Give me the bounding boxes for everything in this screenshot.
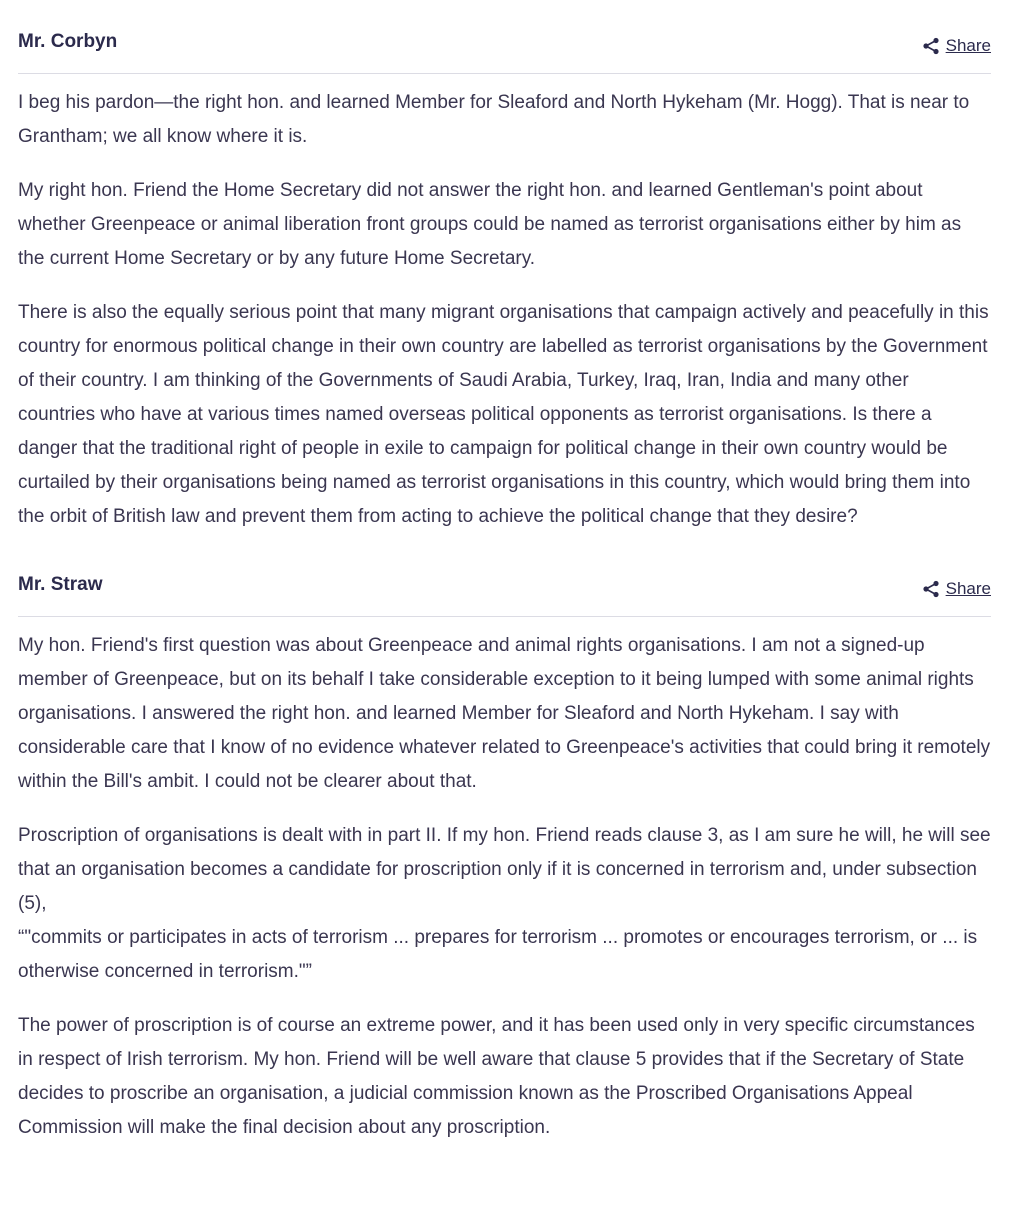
paragraph: The power of proscription is of course an extreme power, and it has been used only in very specific circumstances in respect of Irish terrorism. My hon. Friend will be well aware that clause 5 provides that if the Secretary of State decides to proscribe an organisation, a judicial commission known as the Proscribed Organisations Appeal Commission will make the final decision about any proscription. [18, 1015, 975, 1138]
speech-body [18, 86, 991, 534]
paragraph-with-quote [18, 819, 991, 989]
speaker-name[interactable]: Mr. Straw [18, 574, 103, 595]
share-button[interactable] [922, 572, 991, 606]
share-button[interactable] [922, 29, 991, 63]
quote: “"commits or participates in acts of terrorism ... prepares for terrorism ... promotes or encourages terrorism, or ... is otherwise concerned in terrorism."” [18, 927, 978, 982]
paragraph-text: Proscription of organisations is dealt with in part II. If my hon. Friend reads clause 3, as I am sure he will, he will see that an organisation becomes a candidate for proscription only if it is concerned in terrorism and, under subsection (5), [18, 825, 991, 914]
paragraph: My right hon. Friend the Home Secretary did not answer the right hon. and learned Gentleman's point about whether Greenpeace or animal liberation front groups could be named as terrorist organisations either by him as the current Home Secretary or by any future Home Secretary. [18, 180, 962, 269]
hansard-page [0, 25, 1013, 1225]
share-label: Share [945, 36, 991, 55]
share-label: Share [945, 579, 991, 598]
share-icon [922, 37, 940, 55]
paragraph: There is also the equally serious point that many migrant organisations that campaign actively and peacefully in this country for enormous political change in their own country are labelled as terrorist organisations by the Government of their country. I am thinking of the Governments of Saudi Arabia, Turkey, Iraq, Iran, India and many other countries who have at various times named overseas political opponents as terrorist organisations. Is there a danger that the traditional right of people in exile to campaign for political change in their own country would be curtailed by their organisations being named as terrorist organisations in this country, which would bring them into the orbit of British law and prevent them from acting to achieve the political change that they desire? [18, 302, 989, 527]
speech-straw [18, 568, 991, 1145]
speech-header [18, 568, 991, 617]
speaker-name[interactable]: Mr. Corbyn [18, 31, 118, 52]
speech-body [18, 629, 991, 1145]
speech-header [18, 25, 991, 74]
share-icon [922, 580, 940, 598]
speech-corbyn [18, 25, 991, 534]
paragraph: I beg his pardon—the right hon. and learned Member for Sleaford and North Hykeham (Mr. Hogg). That is near to Grantham; we all know where it is. [18, 92, 970, 147]
paragraph: My hon. Friend's first question was about Greenpeace and animal rights organisations. I am not a signed-up member of Greenpeace, but on its behalf I take considerable exception to it being lumped with some animal rights organisations. I answered the right hon. and learned Member for Sleaford and North Hykeham. I say with considerable care that I know of no evidence whatever related to Greenpeace's activities that could bring it remotely within the Bill's ambit. I could not be clearer about that. [18, 635, 991, 792]
